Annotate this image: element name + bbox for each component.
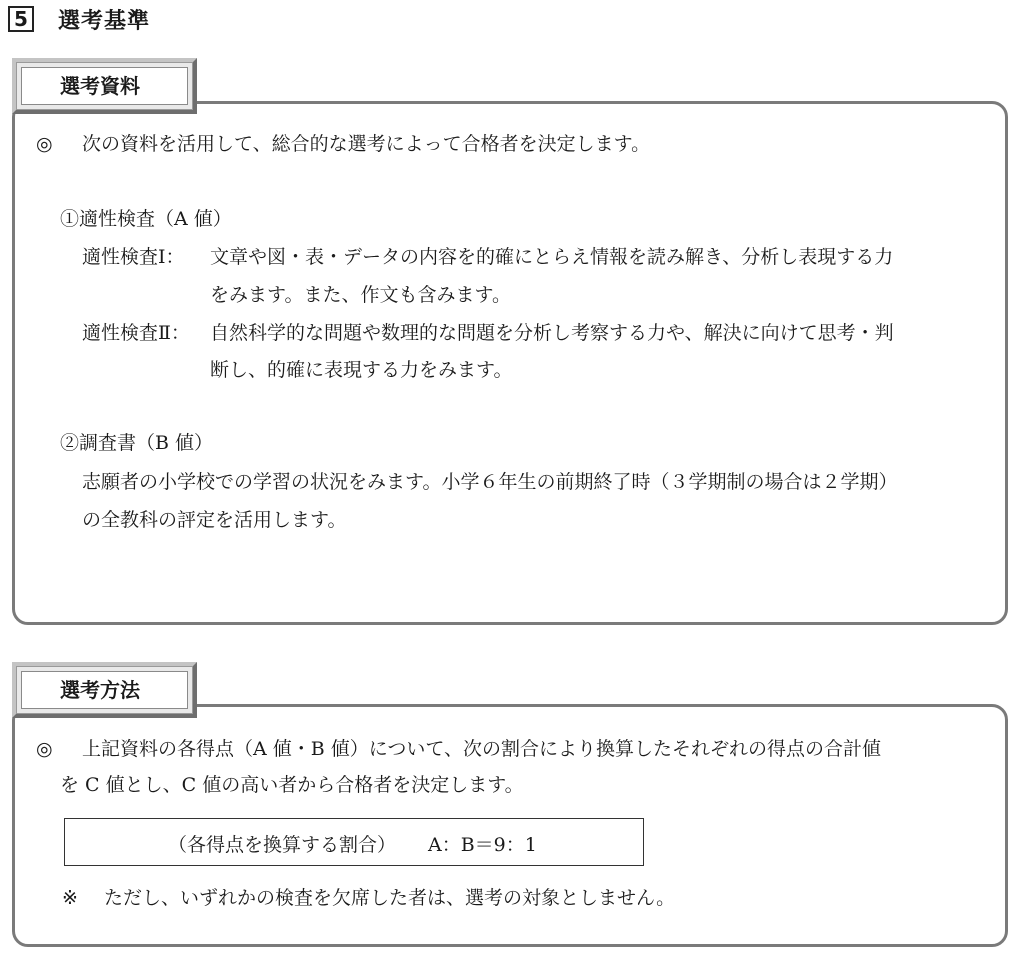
aptitude-test-heading: ①適性検査（A 値）: [60, 208, 232, 230]
ratio-value: A：B＝9：1: [428, 834, 537, 856]
method-tab: [12, 662, 197, 718]
aptitude-test-2-line2: 断し、的確に表現する力をみます。: [210, 359, 513, 381]
ratio-label: （各得点を換算する割合）: [168, 834, 397, 856]
method-line2: を C 値とし、C 値の高い者から合格者を決定します。: [60, 774, 524, 796]
section-number-box: 5: [8, 6, 34, 32]
note-mark: ※: [62, 887, 78, 909]
intro-mark: ◎: [36, 133, 53, 155]
aptitude-test-2-label: 適性検査Ⅱ：: [82, 322, 190, 344]
report-card-line2: の全教科の評定を活用します。: [82, 509, 347, 531]
report-card-line1: 志願者の小学校での学習の状況をみます。小学６年生の前期終了時（３学期制の場合は２学期）: [82, 471, 898, 493]
materials-intro-text: 次の資料を活用して、総合的な選考によって合格者を決定します。: [82, 133, 651, 155]
aptitude-test-1-line2: をみます。また、作文も含みます。: [210, 284, 511, 306]
materials-tab: [12, 58, 197, 114]
report-card-heading: ②調査書（B 値）: [60, 432, 214, 454]
method-tab-label: 選考方法: [21, 671, 188, 709]
materials-tab-label: 選考資料: [21, 67, 188, 105]
method-line1: 上記資料の各得点（A 値・B 値）について、次の割合により換算したそれぞれの得点の合計値: [82, 738, 882, 760]
section-title: 選考基準: [58, 9, 151, 34]
note-text: ただし、いずれかの検査を欠席した者は、選考の対象としません。: [104, 887, 676, 909]
aptitude-test-2-line1: 自然科学的な問題や数理的な問題を分析し考察する力や、解決に向けて思考・判: [210, 322, 894, 344]
aptitude-test-1-label: 適性検査Ⅰ：: [82, 246, 185, 268]
aptitude-test-1-line1: 文章や図・表・データの内容を的確にとらえ情報を読み解き、分析し表現する力: [210, 246, 894, 268]
method-intro-mark: ◎: [36, 738, 53, 760]
